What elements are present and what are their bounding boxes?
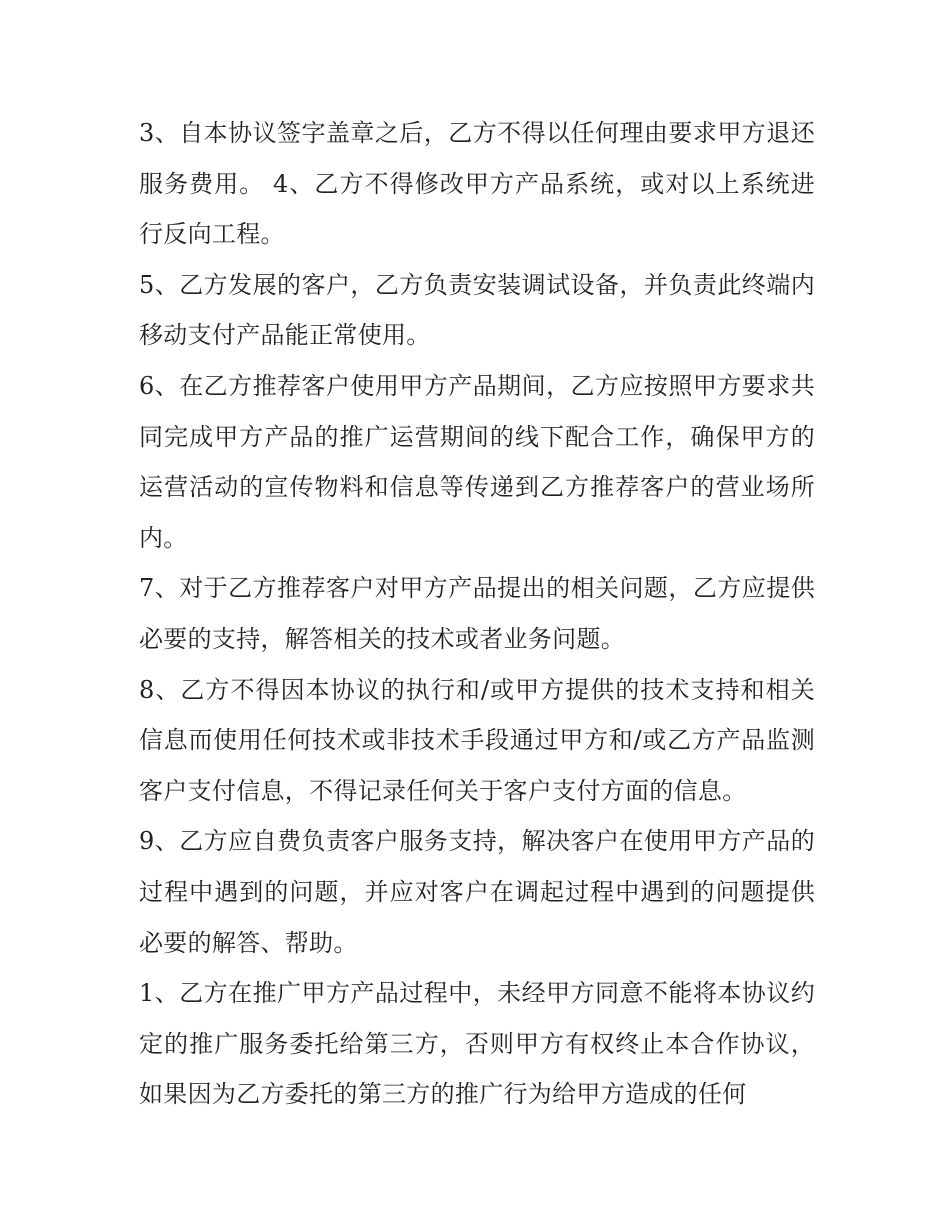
paragraph-clause-1: 1、乙方在推广甲方产品过程中，未经甲方同意不能将本协议约定的推广服务委托给第三方，否则甲方有权终止本合作协议，如果因为乙方委托的第三方的推广行为给甲方造成的任何 [139,979,815,1109]
paragraph-clause-8: 8、乙方不得因本协议的执行和/或甲方提供的技术支持和相关信息而使用任何技术或非技术手段通过甲方和/或乙方产品监测客户支付信息，不得记录任何关于客户支付方面的信息。 [139,675,815,805]
document-body [139,108,815,1120]
paragraph-clause-3-4: 3、自本协议签字盖章之后，乙方不得以任何理由要求甲方退还服务费用。 4、乙方不得修改甲方产品系统，或对以上系统进行反向工程。 [139,119,815,249]
paragraph-clause-6: 6、在乙方推荐客户使用甲方产品期间，乙方应按照甲方要求共同完成甲方产品的推广运营期间的线下配合工作，确保甲方的运营活动的宣传物料和信息等传递到乙方推荐客户的营业场所内。 [139,371,815,552]
paragraph-clause-5: 5、乙方发展的客户，乙方负责安装调试设备，并负责此终端内移动支付产品能正常使用。 [139,270,815,350]
paragraph-clause-9: 9、乙方应自费负责客户服务支持，解决客户在使用甲方产品的过程中遇到的问题，并应对客户在调起过程中遇到的问题提供必要的解答、帮助。 [139,827,815,957]
paragraph-clause-7: 7、对于乙方推荐客户对甲方产品提出的相关问题，乙方应提供必要的支持，解答相关的技术或者业务问题。 [139,574,815,653]
